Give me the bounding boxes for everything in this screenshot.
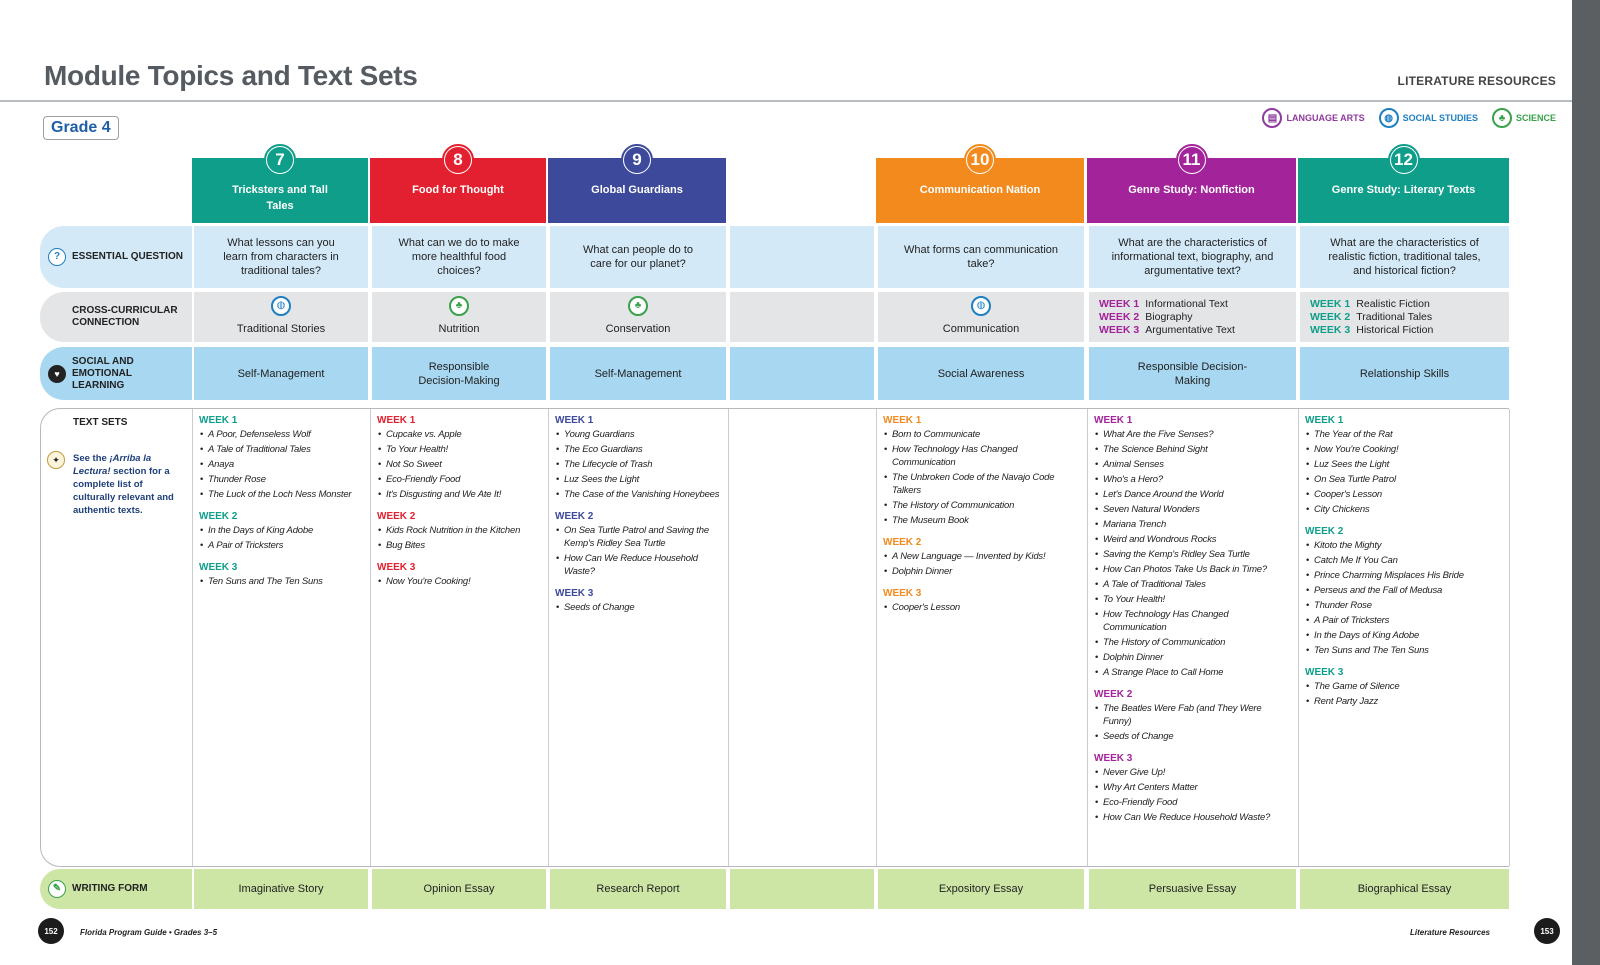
text-title: • Let's Dance Around the World (1094, 488, 1290, 501)
text-title: • The Beatles Were Fab (and They Were Funny) (1094, 702, 1290, 728)
text-title: • Mariana Trench (1094, 518, 1290, 531)
text-title: • Never Give Up! (1094, 766, 1290, 779)
text-title: • What Are the Five Senses? (1094, 428, 1290, 441)
text-title: • How Can Photos Take Us Back in Time? (1094, 563, 1290, 576)
text-title: • Eco-Friendly Food (377, 473, 540, 486)
text-list (1094, 428, 1290, 679)
writing-icon: ✎ (48, 880, 66, 898)
cross-week-text: Traditional Tales (1356, 310, 1433, 323)
text-set-column-11 (1087, 409, 1296, 866)
writing-form-text: Persuasive Essay (1148, 883, 1237, 895)
cc-cell-11 (1087, 292, 1296, 342)
text-list (199, 524, 362, 552)
text-title: • Seeds of Change (1094, 730, 1290, 743)
module-header-8 (370, 150, 546, 223)
module-header-10 (876, 150, 1084, 223)
wf-cell-9 (548, 869, 726, 909)
module-number: 7 (267, 147, 293, 173)
cross-curricular-label-text: CROSS-CURRICULAR CONNECTION (72, 305, 178, 328)
sel-text: Responsible Decision-Making (418, 360, 500, 387)
text-set-column-8 (370, 409, 546, 866)
text-list (1305, 428, 1503, 516)
text-title: • Anaya (199, 458, 362, 471)
book-icon: ▤ (1262, 108, 1282, 128)
text-list (199, 575, 362, 588)
writing-form-label (40, 869, 192, 909)
sel-cell-9 (548, 347, 726, 400)
module-number: 9 (624, 147, 650, 173)
heart-head-icon: ♥ (48, 365, 66, 383)
week-heading: WEEK 3 (883, 588, 922, 599)
text-title: • Cupcake vs. Apple (377, 428, 540, 441)
text-title: • How Can We Reduce Household Waste? (555, 552, 720, 578)
text-title: • Born to Communicate (883, 428, 1078, 441)
title-divider (0, 100, 1572, 102)
wf-cell-7 (192, 869, 368, 909)
text-title: • Eco-Friendly Food (1094, 796, 1290, 809)
essential-question-text: What are the characteristics of realistic fiction, traditional tales, and historical fiction? (1328, 237, 1481, 277)
page-title: Module Topics and Text Sets (44, 60, 418, 91)
text-title: • Cooper's Lesson (1305, 488, 1503, 501)
empty-text-set-column (728, 409, 874, 866)
text-title: • Catch Me If You Can (1305, 554, 1503, 567)
writing-form-text: Imaginative Story (238, 883, 324, 895)
week-heading: WEEK 1 (199, 415, 238, 426)
cross-week-text: Informational Text (1145, 297, 1228, 310)
text-title: • On Sea Turtle Patrol (1305, 473, 1503, 486)
plant-icon: ♣ (628, 296, 648, 316)
text-title: • It's Disgusting and We Ate It! (377, 488, 540, 501)
text-title: • Dolphin Dinner (1094, 651, 1290, 664)
writing-form-text: Expository Essay (938, 883, 1024, 895)
sel-text: Responsible Decision-Making (1137, 360, 1248, 387)
cross-curricular-text: Nutrition (438, 323, 480, 335)
arriba-la-lectura-link[interactable]: ¡Arriba la Lectura! (73, 453, 152, 477)
sel-text: Relationship Skills (1359, 367, 1450, 380)
sel-cell-7 (192, 347, 368, 400)
wf-cell-10 (876, 869, 1084, 909)
writing-form-text: Opinion Essay (423, 883, 495, 895)
text-title: • City Chickens (1305, 503, 1503, 516)
cc-cell-10 (876, 292, 1084, 342)
text-title: • Seeds of Change (555, 601, 720, 614)
cc-cell-8 (370, 292, 546, 342)
sel-cell-12 (1298, 347, 1509, 400)
plant-icon: ♣ (449, 296, 469, 316)
cc-cell-12 (1298, 292, 1509, 342)
week-heading: WEEK 1 (377, 415, 416, 426)
sel-label-text: SOCIAL AND EMOTIONAL LEARNING (72, 355, 134, 391)
week-label: WEEK 3 (1310, 323, 1351, 336)
cross-week-text: Historical Fiction (1356, 323, 1434, 336)
text-title: • Perseus and the Fall of Medusa (1305, 584, 1503, 597)
text-list (883, 601, 1078, 614)
module-number: 11 (1179, 147, 1205, 173)
week-heading: WEEK 1 (883, 415, 922, 426)
left-footer-text: Florida Program Guide • Grades 3–5 (80, 928, 218, 937)
module-title: Genre Study: Nonfiction (1128, 184, 1255, 196)
text-list (555, 601, 720, 614)
text-list (883, 428, 1078, 527)
legend-label: SOCIAL STUDIES (1402, 113, 1478, 123)
text-title: • Bug Bites (377, 539, 540, 552)
sel-text: Self-Management (237, 367, 325, 380)
essential-question-text: What can people do to care for our planet? (582, 244, 694, 270)
text-title: • In the Days of King Adobe (199, 524, 362, 537)
week-label: WEEK 3 (1099, 323, 1140, 336)
week-heading: WEEK 3 (555, 588, 594, 599)
text-title: • Seven Natural Wonders (1094, 503, 1290, 516)
text-list (1305, 539, 1503, 657)
module-number: 10 (967, 147, 993, 173)
text-list (1305, 680, 1503, 708)
module-title: Communication Nation (919, 184, 1041, 196)
note-suffix: section for a complete list of culturally relevant and authentic texts. (73, 466, 174, 516)
text-set-right-border (1509, 409, 1522, 866)
text-title: • The Museum Book (883, 514, 1078, 527)
week-heading: WEEK 2 (1094, 689, 1133, 700)
text-set-column-7 (192, 409, 368, 866)
sel-label (40, 347, 192, 400)
essential-question-text: What can we do to make more healthful food choices? (398, 237, 520, 277)
week-heading: WEEK 1 (1094, 415, 1133, 426)
writing-form-text: Biographical Essay (1357, 883, 1452, 895)
text-title: • How Technology Has Changed Communication (883, 443, 1078, 469)
module-number-badge (964, 144, 996, 176)
left-page-number: 152 (38, 918, 64, 944)
sel-cell-8 (370, 347, 546, 400)
text-title: • A Tale of Traditional Tales (1094, 578, 1290, 591)
eq-cell-9 (548, 226, 726, 288)
empty-cell (728, 347, 874, 400)
text-list (199, 428, 362, 501)
text-title: • Ten Suns and The Ten Suns (199, 575, 362, 588)
essential-question-label-text: ESSENTIAL QUESTION (72, 251, 183, 262)
essential-question-text: What lessons can you learn from characters in traditional tales? (223, 237, 339, 277)
week-label: WEEK 1 (1099, 297, 1140, 310)
writing-form-row (40, 869, 1509, 909)
week-heading: WEEK 3 (1305, 667, 1344, 678)
text-title: • The Case of the Vanishing Honeybees (555, 488, 720, 501)
sel-text: Self-Management (594, 367, 682, 380)
text-title: • The Lifecycle of Trash (555, 458, 720, 471)
module-header-11 (1087, 150, 1296, 223)
plant-icon: ♣ (1492, 108, 1512, 128)
text-title: • Kids Rock Nutrition in the Kitchen (377, 524, 540, 537)
sel-cell-10 (876, 347, 1084, 400)
cross-week-text: Realistic Fiction (1356, 297, 1430, 310)
globe-icon: ◍ (971, 296, 991, 316)
text-set-column-12 (1298, 409, 1509, 866)
week-heading: WEEK 2 (555, 511, 594, 522)
text-title: • The Luck of the Loch Ness Monster (199, 488, 362, 501)
right-footer-text: Literature Resources (1409, 928, 1490, 937)
cross-curricular-text: Communication (942, 323, 1020, 335)
text-title: • A Poor, Defenseless Wolf (199, 428, 362, 441)
page-edge-strip (1572, 0, 1600, 965)
text-title: • The Year of the Rat (1305, 428, 1503, 441)
text-title: • In the Days of King Adobe (1305, 629, 1503, 642)
text-list (555, 428, 720, 501)
text-list (555, 524, 720, 578)
text-title: • Weird and Wondrous Rocks (1094, 533, 1290, 546)
module-header-9 (548, 150, 726, 223)
text-title: • Prince Charming Misplaces His Bride (1305, 569, 1503, 582)
cross-week-line (1310, 298, 1501, 311)
text-list (1094, 702, 1290, 743)
cross-week-text: Biography (1145, 310, 1193, 323)
text-title: • A Tale of Traditional Tales (199, 443, 362, 456)
cross-curricular-weeks (1097, 298, 1288, 337)
subject-legend (1262, 108, 1556, 128)
text-title: • Animal Senses (1094, 458, 1290, 471)
week-label: WEEK 2 (1310, 310, 1351, 323)
text-title: • Thunder Rose (1305, 599, 1503, 612)
week-heading: WEEK 1 (555, 415, 594, 426)
module-number-badge (1388, 144, 1420, 176)
legend-label: SCIENCE (1515, 113, 1556, 123)
cross-week-line (1310, 311, 1501, 324)
text-set-column-10 (876, 409, 1084, 866)
writing-form-label-text: WRITING FORM (72, 883, 148, 894)
wf-cell-12 (1298, 869, 1509, 909)
wf-cell-8 (370, 869, 546, 909)
cross-week-line (1099, 298, 1288, 311)
eq-cell-8 (370, 226, 546, 288)
text-title: • On Sea Turtle Patrol and Saving the Kemp's Ridley Sea Turtle (555, 524, 720, 550)
week-heading: WEEK 2 (883, 537, 922, 548)
eq-cell-7 (192, 226, 368, 288)
essential-question-text: What forms can communication take? (903, 244, 1059, 270)
text-list (377, 575, 540, 588)
module-title: Food for Thought (412, 184, 504, 196)
text-title: • The History of Communication (1094, 636, 1290, 649)
cross-curricular-row (40, 292, 1509, 342)
cross-week-line (1099, 324, 1288, 337)
module-title: Global Guardians (591, 184, 683, 196)
section-label: LITERATURE RESOURCES (1397, 74, 1556, 88)
text-title: • Young Guardians (555, 428, 720, 441)
module-number-badge (264, 144, 296, 176)
text-title: • The Eco Guardians (555, 443, 720, 456)
eq-cell-11 (1087, 226, 1296, 288)
eq-cell-10 (876, 226, 1084, 288)
essential-question-label (40, 226, 192, 288)
week-label: WEEK 1 (1310, 297, 1351, 310)
text-title: • The Game of Silence (1305, 680, 1503, 693)
cross-week-line (1310, 324, 1501, 337)
text-sets-label: TEXT SETS (73, 417, 128, 428)
text-set-column-9 (548, 409, 726, 866)
empty-cell (728, 226, 874, 288)
week-heading: WEEK 2 (199, 511, 238, 522)
text-title: • Now You're Cooking! (377, 575, 540, 588)
module-title: Tricksters and Tall Tales (232, 184, 328, 212)
text-title: • Ten Suns and The Ten Suns (1305, 644, 1503, 657)
sel-cell-11 (1087, 347, 1296, 400)
text-title: • Rent Party Jazz (1305, 695, 1503, 708)
text-sets-section (40, 408, 1509, 867)
text-title: • Who's a Hero? (1094, 473, 1290, 486)
module-number-badge (621, 144, 653, 176)
text-title: • To Your Health! (1094, 593, 1290, 606)
text-title: • Cooper's Lesson (883, 601, 1078, 614)
note-prefix: See the (73, 453, 110, 464)
text-sets-note (73, 452, 185, 517)
text-title: • A Pair of Tricksters (199, 539, 362, 552)
text-title: • Kitoto the Mighty (1305, 539, 1503, 552)
text-title: • Thunder Rose (199, 473, 362, 486)
legend-item (1379, 108, 1478, 128)
grade-badge: Grade 4 (43, 116, 119, 140)
text-title: • The Science Behind Sight (1094, 443, 1290, 456)
text-title: • A Pair of Tricksters (1305, 614, 1503, 627)
week-heading: WEEK 2 (1305, 526, 1344, 537)
text-title: • Why Art Centers Matter (1094, 781, 1290, 794)
text-title: • Dolphin Dinner (883, 565, 1078, 578)
module-header-7 (192, 150, 368, 223)
cross-curricular-text: Traditional Stories (236, 323, 326, 335)
arriba-book-icon: ✦ (47, 451, 65, 469)
week-heading: WEEK 2 (377, 511, 416, 522)
text-list (377, 524, 540, 552)
text-title: • A Strange Place to Call Home (1094, 666, 1290, 679)
wf-cell-11 (1087, 869, 1296, 909)
essential-question-row (40, 226, 1509, 288)
module-title: Genre Study: Literary Texts (1331, 184, 1476, 196)
cross-week-text: Argumentative Text (1145, 323, 1235, 336)
text-title: • Luz Sees the Light (555, 473, 720, 486)
sel-row (40, 347, 1509, 400)
module-number-badge (1176, 144, 1208, 176)
writing-form-text: Research Report (596, 883, 680, 895)
legend-item (1492, 108, 1556, 128)
text-title: • Now You're Cooking! (1305, 443, 1503, 456)
cross-curricular-label (40, 292, 192, 342)
text-title: • A New Language — Invented by Kids! (883, 550, 1078, 563)
module-number-badge (442, 144, 474, 176)
cross-curricular-text: Conservation (605, 323, 671, 335)
text-title: • How Technology Has Changed Communication (1094, 608, 1290, 634)
empty-cell (728, 869, 874, 909)
text-title: • Luz Sees the Light (1305, 458, 1503, 471)
text-title: • The Unbroken Code of the Navajo Code Talkers (883, 471, 1078, 497)
week-heading: WEEK 1 (1305, 415, 1344, 426)
week-heading: WEEK 3 (1094, 753, 1133, 764)
week-label: WEEK 2 (1099, 310, 1140, 323)
text-title: • Saving the Kemp's Ridley Sea Turtle (1094, 548, 1290, 561)
text-list (1094, 766, 1290, 824)
module-number: 12 (1391, 147, 1417, 173)
text-list (883, 550, 1078, 578)
module-number: 8 (445, 147, 471, 173)
right-page-number: 153 (1534, 918, 1560, 944)
module-header-12 (1298, 150, 1509, 223)
sel-text: Social Awareness (937, 367, 1025, 380)
globe-icon: ◍ (271, 296, 291, 316)
text-title: • To Your Health! (377, 443, 540, 456)
essential-question-text: What are the characteristics of informational text, biography, and argumentative text? (1111, 237, 1274, 277)
text-list (377, 428, 540, 501)
text-title: • Not So Sweet (377, 458, 540, 471)
text-title: • How Can We Reduce Household Waste? (1094, 811, 1290, 824)
text-title: • The History of Communication (883, 499, 1078, 512)
cc-cell-7 (192, 292, 368, 342)
cc-cell-9 (548, 292, 726, 342)
eq-cell-12 (1298, 226, 1509, 288)
legend-item (1262, 108, 1364, 128)
cross-curricular-weeks (1308, 298, 1501, 337)
question-icon: ? (48, 248, 66, 266)
cross-week-line (1099, 311, 1288, 324)
week-heading: WEEK 3 (199, 562, 238, 573)
empty-cell (728, 292, 874, 342)
legend-label: LANGUAGE ARTS (1286, 113, 1365, 123)
globe-icon: ◍ (1379, 108, 1399, 128)
week-heading: WEEK 3 (377, 562, 416, 573)
